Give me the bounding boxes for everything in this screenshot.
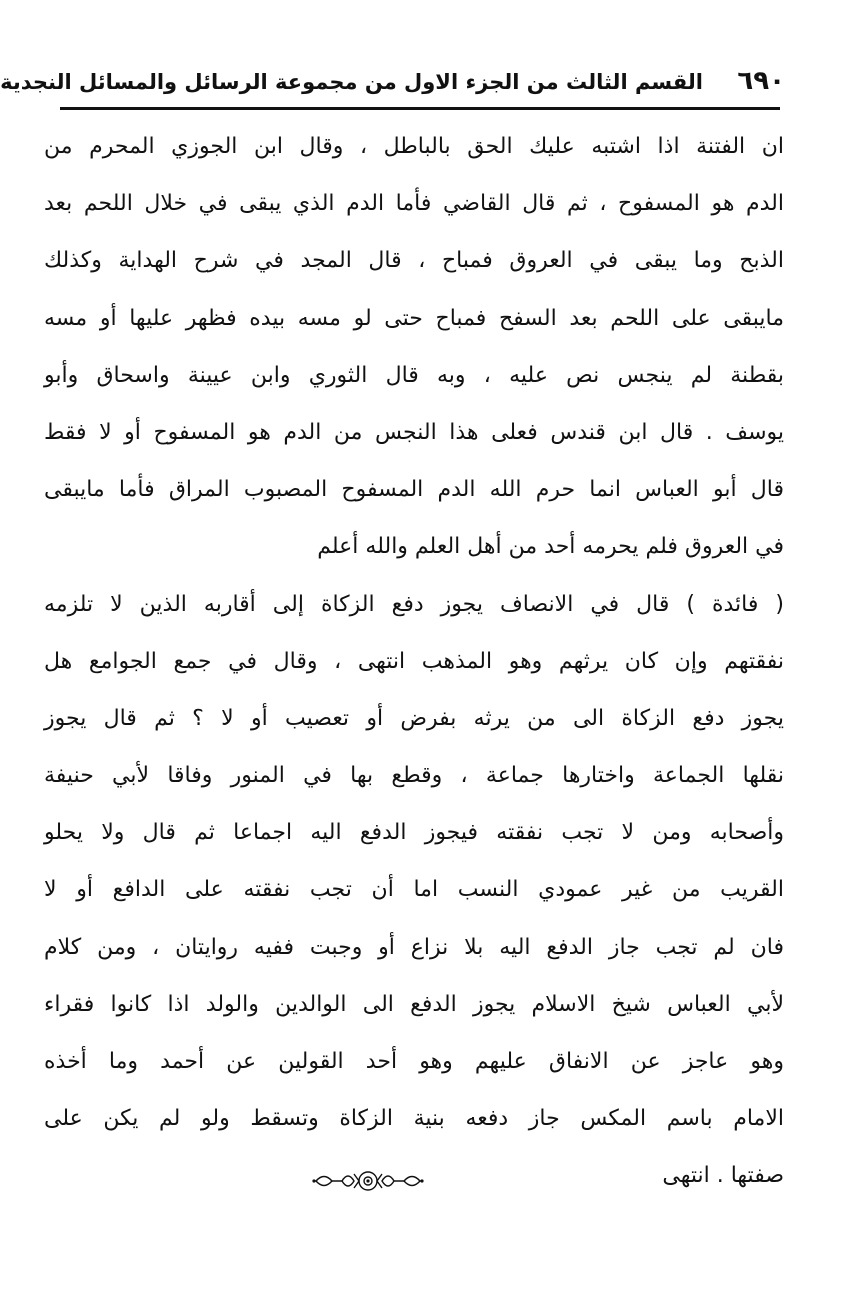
text-line: نفقتهم وإن كان يرثهم وهو المذهب انتهى ، وقال في جمع الجوامع هل — [44, 648, 784, 674]
text-line: الذبح وما يبقى في العروق فمباح ، قال المجد في شرح الهداية وكذلك — [44, 248, 784, 274]
text-line: في العروق فلم يحرمه أحد من أهل العلم والله أعلم — [317, 534, 784, 560]
text-line: يوسف . قال ابن قندس فعلى هذا النجس من الدم هو المسفوح أو لا فقط — [44, 419, 784, 445]
text-line: يجوز دفع الزكاة الى من يرثه بفرض أو تعصيب أو لا ؟ ثم قال يجوز — [44, 705, 784, 731]
text-line: لأبي العباس شيخ الاسلام يجوز الدفع الى الوالدين والولد اذا كانوا فقراء — [44, 991, 784, 1017]
body-text — [44, 118, 784, 1205]
text-line: وأصحابه ومن لا تجب نفقته فيجوز الدفع اليه اجماعا ثم قال ولا يحلو — [44, 820, 784, 846]
text-line: صفتها . انتهى — [662, 1163, 784, 1189]
text-line: الدم هو المسفوح ، ثم قال القاضي فأما الدم الذي يبقى في خلال اللحم بعد — [44, 191, 784, 217]
text-line: قال أبو العباس انما حرم الله الدم المسفوح المصبوب المراق فأما مايبقى — [44, 477, 784, 503]
text-line: نقلها الجماعة واختارها جماعة ، وقطع بها في المنور وفاقا لأبي حنيفة — [44, 763, 784, 789]
text-line: القريب من غير عمودي النسب اما أن تجب نفقته على الدافع أو لا — [44, 877, 784, 903]
page-number: ٦٩٠ — [737, 66, 785, 96]
text-line: فان لم تجب جاز الدفع اليه بلا نزاع أو وجبت ففيه روايتان ، ومن كلام — [44, 934, 784, 960]
header-rule — [60, 107, 780, 110]
running-title: القسم الثالث من الجزء الاول من مجموعة الرسائل والمسائل النجدية — [0, 70, 703, 94]
text-line: بقطنة لم ينجس نص عليه ، وبه قال الثوري وابن عيينة واسحاق وأبو — [44, 362, 784, 388]
text-line: مايبقى على اللحم بعد السفح فمباح حتى لو مسه بيده فظهر عليها أو مسه — [44, 305, 784, 331]
running-header — [0, 62, 785, 102]
text-line: وهو عاجز عن الانفاق عليهم وهو أحد القولين عن أحمد وما أخذه — [44, 1049, 784, 1074]
text-line: ان الفتنة اذا اشتبه عليك الحق بالباطل ، وقال ابن الجوزي المحرم من — [44, 134, 784, 159]
text-line: الامام باسم المكس جاز دفعه بنية الزكاة وتسقط ولو لم يكن على — [44, 1106, 784, 1132]
end-ornament-icon — [312, 1166, 424, 1196]
text-line: ( فائدة ) قال في الانصاف يجوز دفع الزكاة إلى أقاربه الذين لا تلزمه — [44, 591, 784, 617]
